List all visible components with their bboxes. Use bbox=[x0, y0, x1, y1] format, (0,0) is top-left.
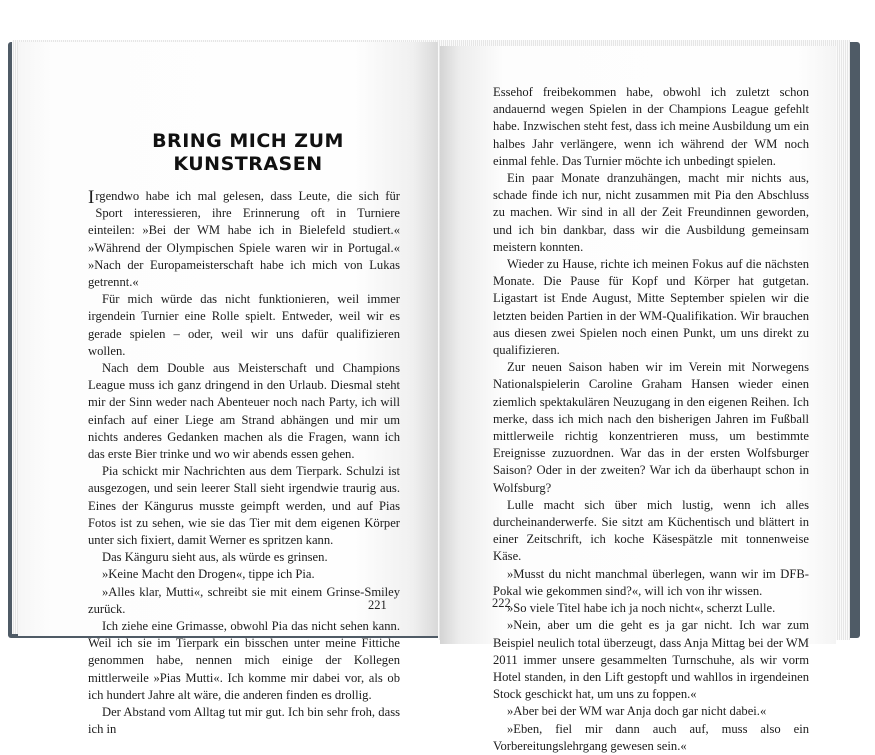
paragraph: Der Abstand vom Alltag tut mir gut. Ich bin sehr froh, dass ich in bbox=[88, 705, 400, 737]
paragraph: Essehof freibekommen habe, obwohl ich zuletzt schon andauernd wegen Spielen in der Champions League gefehlt habe. Inzwischen steht fest, dass ich meine Ausbildung um ein halbes Jahr verlängere, wenn ich während der WM noch einmal fehle. Das Turnier möchte ich unbedingt spielen. bbox=[493, 85, 809, 168]
page-number: 222 bbox=[492, 596, 511, 610]
paragraph: Ein paar Monate dranzuhängen, macht mir nichts aus, schade finde ich nur, nicht zusammen mit Pia den Abschluss zu machen. Wir sind in all der Zeit Freundinnen geworden, und ich bin dankbar, dass wir die Ausbildung gemeinsam meistern konnten. bbox=[493, 171, 809, 254]
paragraph: »Eben, fiel mir dann auch auf, muss also ein Vorbereitungslehrgang gewesen sein.« bbox=[493, 721, 809, 753]
paragraph: Zur neuen Saison haben wir im Verein mit Norwegens Nationalspielerin Caroline Graham Hansen wieder einen ziemlich spektakulären Neuzugang in den eigenen Reihen. Ich merke, dass ich mich nach den bisherigen Jahren im Fußball mittlerweile richtig konzentrieren muss, um bestimmte Ereignisse zuzuordnen. War das in der ersten Wolfsburger Saison? Oder in der zweiten? War ich da überhaupt schon in Wolfsburg? bbox=[493, 360, 809, 495]
left-page bbox=[18, 42, 438, 737]
chapter-title bbox=[18, 130, 478, 176]
paragraph: Pia schickt mir Nachrichten aus dem Tierpark. Schulzi ist ausgezogen, und sein leerer Stall sieht irgendwie traurig aus. Eines der Kängurus musste geimpft werden, und auf Pias Fotos ist zu sehen, wie sie das Tier mit dem eigenen Körper unter sich fixiert, damit Werner es spritzen kann. bbox=[88, 464, 400, 548]
paragraph: »Aber bei der WM war Anja doch gar nicht dabei.« bbox=[507, 704, 767, 719]
paragraph: Das Känguru sieht aus, als würde es grinsen. bbox=[102, 550, 328, 565]
paragraph: »So viele Titel habe ich ja noch nicht«, scherzt Lulle. bbox=[507, 601, 776, 616]
paragraph: Lulle macht sich über mich lustig, wenn ich alles durcheinanderwerfe. Sie sitzt am Küchentisch und blättert in einer Zeitschrift, ich koche Käsespätzle mit tonnenweise Käse. bbox=[493, 497, 809, 564]
right-page bbox=[440, 46, 836, 753]
chapter-title-line-2: KUNSTRASEN bbox=[173, 153, 323, 175]
paragraph: »Keine Macht den Drogen«, tippe ich Pia. bbox=[102, 567, 315, 582]
page-number: 221 bbox=[368, 598, 387, 612]
right-page-body bbox=[493, 84, 809, 755]
paragraph: Nach dem Double aus Meisterschaft und Champions League muss ich ganz dringend in den Urlaub. Diesmal steht mir der Sinn weder nach Abenteuer noch nach Party, ich will einfach auf einer Liege am Strand abhängen und mir um nichts anderes Gedanken machen als die Fragen, wann ich das erste Bier trinke und wo wir abends essen gehen. bbox=[88, 361, 400, 462]
left-page-body bbox=[88, 188, 400, 739]
chapter-title-line-1: BRING MICH ZUM bbox=[152, 130, 344, 152]
paragraph: Für mich würde das nicht funktionieren, weil immer irgendein Turnier eine Rolle spielt. Entweder, weil wir es gerade spielen – oder, weil wir uns dafür qualifizieren wollen. bbox=[88, 292, 400, 358]
paragraph: »Alles klar, Mutti«, schreibt sie mit einem Grinse-Smiley zurück. bbox=[88, 584, 400, 616]
paragraph: Wieder zu Hause, richte ich meinen Fokus auf die nächsten Monate. Die Pause für Kopf und Körper hat gutgetan. Ligastart ist Ende August, Mitte September spielen wir die letzten beiden Partien in der WM-Qualifikation. Wir brauchen aus diesen zwei Spielen noch einen Punkt, um uns direkt zu qualifizieren. bbox=[493, 257, 809, 358]
paragraph: »Musst du nicht manchmal überlegen, wann wir im DFB-Pokal wie gekommen sind?«, will ich von ihr wissen. bbox=[493, 566, 809, 598]
drop-cap: I bbox=[88, 187, 95, 208]
paragraph: »Nein, aber um die geht es ja gar nicht. Ich war zum Beispiel neulich total überzeugt, dass Anja Mittag bei der WM 2011 immer unsere gesammelten Turnschuhe, als wir vorm Hotel standen, in den Lift gestopft und wahllos in irgendeinen Stock geschickt hat, um uns zu foppen.« bbox=[493, 618, 809, 702]
paragraph: Irgendwo habe ich mal gelesen, dass Leute, die sich für Sport interessieren, ihre Erinnerung oft in Turniere einteilen: »Bei der WM habe ich in Bielefeld studiert.« »Während der Olympischen Spiele waren wir in Portugal.« »Nach der Europameisterschaft habe ich mich von Lukas getrennt.« bbox=[88, 187, 400, 290]
paragraph: Ich ziehe eine Grimasse, obwohl Pia das nicht sehen kann. Weil ich sie im Tierpark ein bisschen unter meine Fittiche genommen habe, nennen mich einige der Kollegen mittlerweile »Pias Mutti«. Ich komme mir dabei vor, als ob ich hundert Jahre alt wäre, die anderen finden es drollig. bbox=[88, 619, 400, 702]
